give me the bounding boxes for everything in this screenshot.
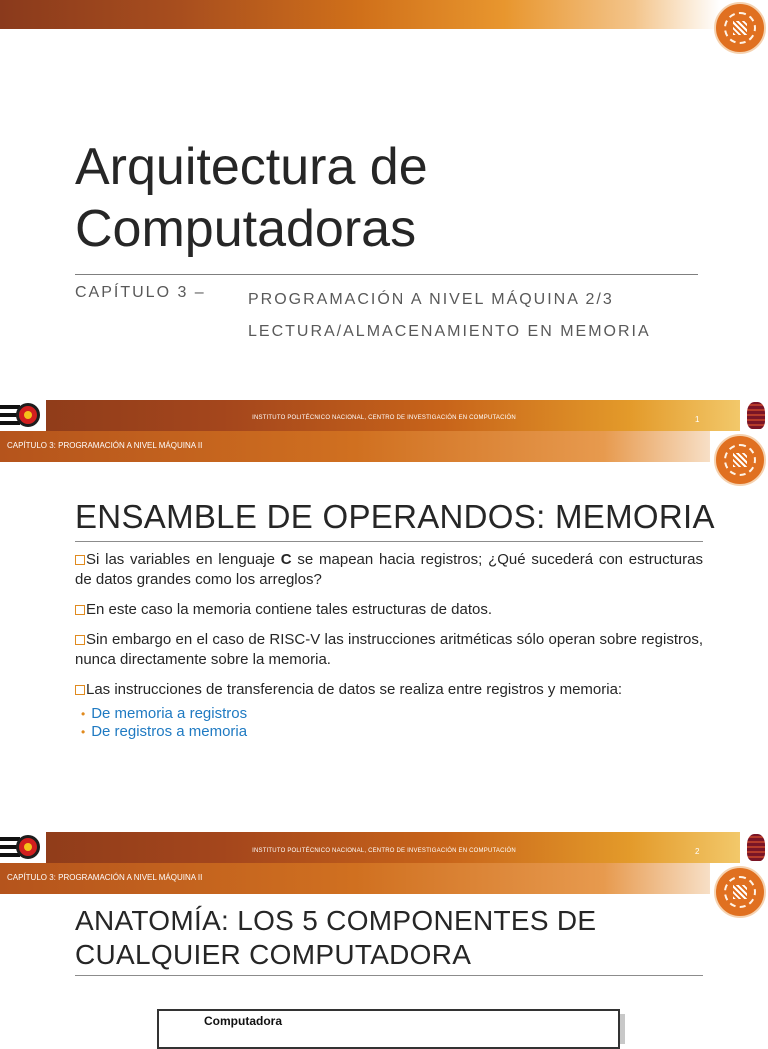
- page-number: 2: [695, 847, 700, 856]
- slide-title: ENSAMBLE DE OPERANDOS: MEMORIA: [75, 498, 715, 535]
- chapter-header-label: CAPÍTULO 3: PROGRAMACIÓN A NIVEL MÁQUINA II: [7, 441, 203, 450]
- ipn-crest-icon: [744, 832, 768, 863]
- checkbox-bullet-icon: [75, 635, 85, 645]
- bullet-text: En este caso la memoria contiene tales estructuras de datos.: [86, 601, 493, 618]
- subtitle: [248, 284, 651, 348]
- page-number: 1: [695, 415, 700, 424]
- subtitle-line-1: PROGRAMACIÓN A NIVEL MÁQUINA 2/3: [248, 291, 614, 308]
- title-divider: [75, 274, 698, 275]
- bullet-item: [75, 600, 703, 620]
- dot-bullet-icon: •: [81, 707, 86, 721]
- slide-title-line-2: CUALQUIER COMPUTADORA: [75, 939, 472, 970]
- sub-bullet-item: [81, 704, 703, 724]
- chapter-header-label: CAPÍTULO 3: PROGRAMACIÓN A NIVEL MÁQUINA II: [7, 873, 203, 882]
- bullet-item: [75, 630, 703, 670]
- diagram-label: Computadora: [204, 1014, 282, 1028]
- bullet-text: Las instrucciones de transferencia de datos se realiza entre registros y memoria:: [86, 681, 623, 698]
- sub-bullet-text: De memoria a registros: [91, 705, 248, 722]
- bullet-text: Si las variables en lenguaje: [86, 551, 281, 568]
- subtitle-line-2: LECTURA/ALMACENAMIENTO EN MEMORIA: [248, 323, 651, 340]
- ipn-seal-icon: [714, 434, 766, 486]
- ipn-crest-icon: [744, 400, 768, 431]
- sub-bullet-item: [81, 722, 703, 742]
- diagram-shadow: [620, 1014, 625, 1044]
- title-divider: [75, 975, 703, 976]
- ipn-seal-icon: [714, 866, 766, 918]
- checkbox-bullet-icon: [75, 555, 85, 565]
- title-line-2: Computadoras: [75, 200, 417, 258]
- bullet-list: [75, 550, 703, 746]
- title-divider: [75, 541, 703, 542]
- slide-title-line-1: ANATOMÍA: LOS 5 COMPONENTES DE: [75, 905, 597, 936]
- ipn-seal-icon: [714, 2, 766, 54]
- sub-bullet-text: De registros a memoria: [91, 723, 248, 740]
- title-line-1: Arquitectura de: [75, 138, 428, 196]
- bullet-text: Sin embargo en el caso de RISC-V las instrucciones aritméticas sólo operan sobre registros, nunca directamente sobre la memoria.: [75, 631, 703, 668]
- dot-bullet-icon: •: [81, 725, 86, 739]
- slide-title: [75, 904, 596, 972]
- bullet-bold-text: C: [280, 551, 292, 568]
- title-slide: [0, 0, 768, 400]
- checkbox-bullet-icon: [75, 685, 85, 695]
- institution-label: INSTITUTO POLITÉCNICO NACIONAL, CENTRO DE INVESTIGACIÓN EN COMPUTACIÓN: [252, 415, 516, 421]
- top-gradient-bar: [0, 0, 720, 29]
- bullet-item: [75, 680, 703, 700]
- institution-label: INSTITUTO POLITÉCNICO NACIONAL, CENTRO DE INVESTIGACIÓN EN COMPUTACIÓN: [252, 848, 516, 854]
- chapter-label: CAPÍTULO 3 –: [75, 284, 206, 301]
- presentation-title: [75, 136, 715, 260]
- bullet-text: se mapean hacia registros; ¿Qué sucederá con estructuras de datos grandes como los arreglos?: [75, 551, 703, 588]
- bullet-item: [75, 550, 703, 590]
- checkbox-bullet-icon: [75, 605, 85, 615]
